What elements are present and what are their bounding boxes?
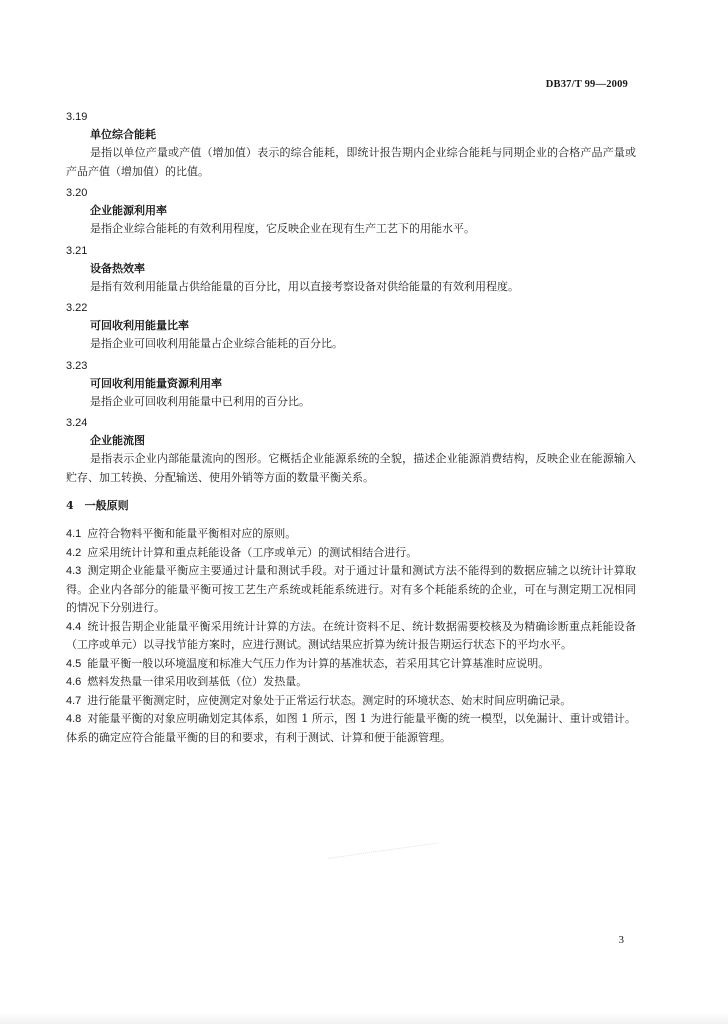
term-3-21 — [66, 242, 636, 297]
term-definition: 是指有效利用能量占供给能量的百分比，用以直接考察设备对供给能量的有效利用程度。 — [90, 279, 519, 293]
page-bottom-edge — [0, 1012, 728, 1024]
term-number: 3.20 — [66, 187, 88, 199]
scan-artifact — [328, 842, 441, 888]
clause-text: 测定期企业能量平衡应主要通过计量和测试手段。对于通过计量和测试方法不能得到的数据应辅之以统计计算取得。企业内各部分的能量平衡可按工艺生产系统或耗能系统进行。对有多个耗能系统的企业，可在与测定期工况相同的情况下分别进行。 — [66, 564, 636, 614]
clause-4-2 — [66, 544, 636, 563]
term-definition: 是指企业可回收利用能量中已利用的百分比。 — [90, 394, 310, 408]
clause-number: 4.1 — [66, 528, 82, 540]
clause-4-1 — [66, 525, 636, 544]
term-name: 企业能流图 — [90, 434, 145, 447]
term-definition: 是指企业可回收利用能量占企业综合能耗的百分比。 — [90, 337, 343, 350]
term-name: 可回收利用能量资源利用率 — [90, 376, 222, 390]
term-3-23 — [66, 357, 636, 412]
clause-text: 进行能量平衡测定时，应使测定对象处于正常运行状态。测定时的环境状态、始末时间应明确记录。 — [87, 693, 572, 707]
term-name: 设备热效率 — [90, 261, 145, 275]
page-number: 3 — [618, 934, 624, 946]
term-name: 单位综合能耗 — [90, 128, 156, 141]
term-definition: 是指企业综合能耗的有效利用程度，它反映企业在现有生产工艺下的用能水平。 — [90, 222, 475, 235]
clause-text: 应采用统计计算和重点耗能设备（工序或单元）的测试相结合进行。 — [87, 545, 418, 559]
term-number: 3.23 — [66, 359, 88, 372]
clause-text: 对能量平衡的对象应明确划定其体系，如图 1 所示，图 1 为进行能量平衡的统一模型，以免漏计、重计或错计。体系的确定应符合能量平衡的目的和要求，有利于测试、计算和便于能源管理。 — [66, 712, 636, 744]
clause-text: 应符合物料平衡和能量平衡相对应的原则。 — [87, 527, 297, 540]
clause-4-4 — [66, 618, 636, 655]
document-code: DB37/T 99—2009 — [545, 79, 628, 90]
term-3-22 — [66, 299, 636, 354]
clause-number: 4.6 — [66, 676, 82, 688]
clause-number: 4.8 — [66, 713, 82, 725]
term-3-24 — [66, 414, 636, 487]
clause-4-8 — [66, 710, 636, 747]
term-name: 企业能源利用率 — [90, 204, 167, 217]
clause-4-5 — [66, 655, 636, 674]
term-number: 3.24 — [66, 417, 88, 429]
clause-4-6 — [66, 673, 636, 692]
term-number: 3.22 — [66, 302, 88, 314]
clause-number: 4.4 — [66, 620, 82, 633]
clause-number: 4.3 — [66, 565, 82, 577]
term-3-19 — [66, 108, 636, 181]
term-number: 3.19 — [66, 111, 88, 123]
clause-4-3 — [66, 562, 636, 618]
clause-number: 4.2 — [66, 546, 82, 559]
term-name: 可回收利用能量比率 — [90, 319, 189, 332]
term-3-20 — [66, 184, 636, 239]
clause-text: 能量平衡一般以环境温度和标准大气压力作为计算的基准状态，若采用其它计算基准时应说明。 — [87, 656, 550, 670]
page-content — [66, 108, 636, 747]
clause-4-7 — [66, 692, 636, 711]
clause-number: 4.5 — [66, 657, 82, 670]
clause-text: 燃料发热量一律采用收到基低（位）发热量。 — [87, 675, 308, 688]
term-definition: 是指以单位产量或产值（增加值）表示的综合能耗，即统计报告期内企业综合能耗与同期企业的合格产品产量或产品产值（增加值）的比值。 — [66, 146, 636, 178]
term-definition: 是指表示企业内部能量流向的图形。它概括企业能源系统的全貌，描述企业能源消费结构，反映企业在能源输入贮存、加工转换、分配输送、使用外销等方面的数量平衡关系。 — [66, 452, 636, 484]
clause-number: 4.7 — [66, 694, 82, 707]
term-number: 3.21 — [66, 244, 88, 257]
section-heading: 4 一般原则 — [66, 499, 129, 512]
clause-text: 统计报告期企业能量平衡采用统计计算的方法。在统计资料不足、统计数据需要校核及为精确诊断重点耗能设备（工序或单元）以寻找节能方案时，应进行测试。测试结果应折算为统计报告期运行状态下的平均水平。 — [66, 619, 636, 651]
